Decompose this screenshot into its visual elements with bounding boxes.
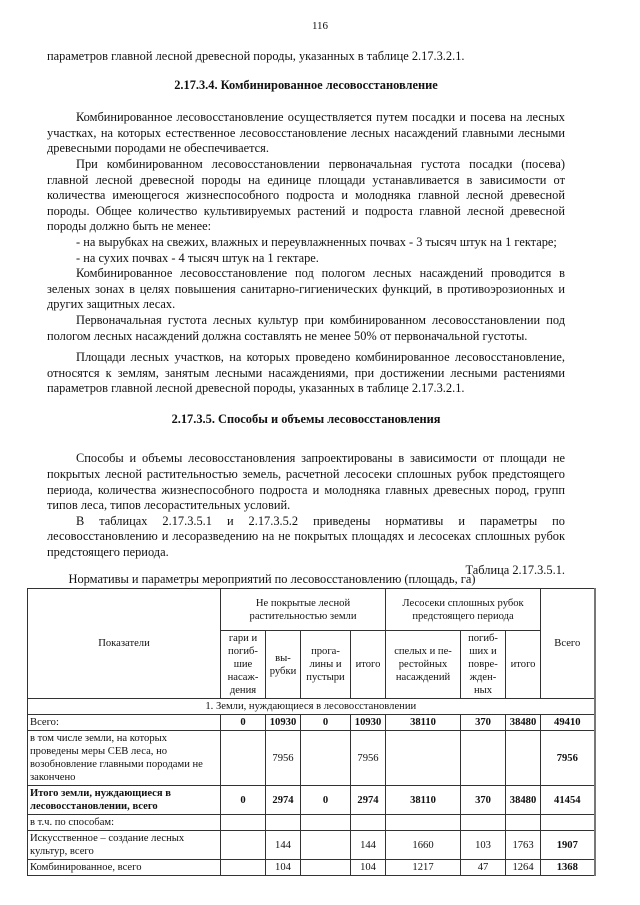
cell: 47 [461,860,506,876]
cell [301,860,351,876]
page-number: 116 [311,20,329,32]
table-title: Нормативы и параметры мероприятий по лесовосстановлению (площадь, га) [68,572,476,586]
cell: 1368 [541,860,595,876]
header-col: вы-рубки [266,631,301,699]
header-group-unforested: Не покрытые лесной растительностью земли [221,589,386,631]
cell: 10930 [266,715,301,731]
cell: 103 [461,831,506,860]
row-label: Комбинированное, всего [28,860,221,876]
reforestation-table [27,588,596,876]
paragraph: Первоначальная густота лесных культур при комбинированном лесовосстановлении под пологом лесных насаждений должна составлять не менее 50% от первоначальной густоты. [47,312,565,343]
cell: 1264 [506,860,541,876]
cell: 7956 [351,731,386,786]
cell: 370 [461,715,506,731]
header-col: итого [506,631,541,699]
cell: 7956 [541,731,595,786]
header-col: погиб-ших и повре-жден-ных [461,631,506,699]
cell [461,731,506,786]
cell: 0 [221,786,266,815]
cell: 41454 [541,786,595,815]
list-item: - на вырубках на свежих, влажных и переувлажненных почвах - 3 тысяч штук на 1 гектаре; [76,234,557,249]
cell: 1217 [386,860,461,876]
cell: 1763 [506,831,541,860]
paragraph: Площади лесных участков, на которых проведено комбинированное лесовосстановление, относятся к землям, занятым лесными насаждениями, при достижении лесными растениями параметров главной лесной древесной породы, указанных в таблице 2.17.3.2.1. [47,350,565,396]
cell: 2974 [266,786,301,815]
cell: 144 [266,831,301,860]
paragraph: Комбинированное лесовосстановление осуществляется путем посадки и посева на лесных участках, на которых естественное лесовосстановление лесных насаждений главными лесными древесными породами не обеспечивается. [47,110,565,156]
cell [506,731,541,786]
header-col: спелых и пе-рестойных насаждений [386,631,461,699]
row-label: Искусственное – создание лесных культур, всего [28,831,221,860]
cell [301,831,351,860]
cell: 370 [461,786,506,815]
cell: 144 [351,831,386,860]
header-indicator: Показатели [28,589,221,699]
cell [386,731,461,786]
row-label: Итого земли, нуждающиеся в лесовосстановлении, всего [28,786,221,815]
row-label: Всего: [28,715,221,731]
cell: 38480 [506,786,541,815]
table-row [28,831,595,860]
cell [221,731,266,786]
cell: 38110 [386,786,461,815]
cell: 49410 [541,715,595,731]
paragraph: Комбинированное лесовосстановление под пологом лесных насаждений проводится в зеленых зонах в целях повышения санитарно-гигиенических функций, в противоэрозионных и других защитных лесах. [47,266,565,312]
header-col: гари и погиб-шие насаж-дения [221,631,266,699]
cell [221,860,266,876]
cell: 38110 [386,715,461,731]
list-item: - на сухих почвах - 4 тысяч штук на 1 гектаре. [76,250,319,265]
cell [301,731,351,786]
row-label: в т.ч. по способам: [28,815,221,831]
header-col: прога-лины и пустыри [301,631,351,699]
table-row [28,731,595,786]
table-section-row: 1. Земли, нуждающиеся в лесовосстановлении [28,699,595,715]
cell: 10930 [351,715,386,731]
lead-line: параметров главной лесной древесной породы, указанных в таблице 2.17.3.2.1. [47,49,465,63]
section-heading-combined: 2.17.3.4. Комбинированное лесовосстановление [174,77,438,92]
section-heading-methods: 2.17.3.5. Способы и объемы лесовосстановления [171,411,441,426]
cell: 38480 [506,715,541,731]
cell: 1907 [541,831,595,860]
cell: 104 [266,860,301,876]
cell: 1660 [386,831,461,860]
paragraph: При комбинированном лесовосстановлении первоначальная густота посадки (посева) главной лесной древесной породы на единице площади устанавливается в зависимости от количества имеющегося жизнеспособного подроста и молодняка главной лесной древесной породы. Общее количество культивируемых растений и подроста главной лесной древесной породы должно быть не менее: [47,156,565,234]
row-label: в том числе земли, на которых проведены меры СЕВ леса, но возобновление главными породами не закончено [28,731,221,786]
table-row [28,715,595,731]
table-row [28,815,595,831]
cell: 0 [221,715,266,731]
paragraph: Способы и объемы лесовосстановления запроектированы в зависимости от площади не покрытых лесной растительностью земель, расчетной лесосеки сплошных рубок предстоящего периода, количества жизнеспособного подроста и молодняка главных древесных пород, групп типов леса, типов лесорастительных условий. [47,451,565,513]
table-label: Таблица 2.17.3.5.1. [465,562,565,577]
cell: 7956 [266,731,301,786]
header-col: итого [351,631,386,699]
paragraph: В таблицах 2.17.3.5.1 и 2.17.3.5.2 приведены нормативы и параметры по лесовосстановлению и лесоразведению на не покрытых площадях и лесосеках сплошных рубок предстоящего периода. [47,513,565,560]
cell [221,831,266,860]
cell: 2974 [351,786,386,815]
cell: 0 [301,786,351,815]
header-group-clearcut: Лесосеки сплошных рубок предстоящего периода [386,589,541,631]
document-body [47,49,565,578]
table-row [28,860,595,876]
cell: 104 [351,860,386,876]
header-total: Всего [541,589,595,699]
table-row [28,786,595,815]
cell: 0 [301,715,351,731]
